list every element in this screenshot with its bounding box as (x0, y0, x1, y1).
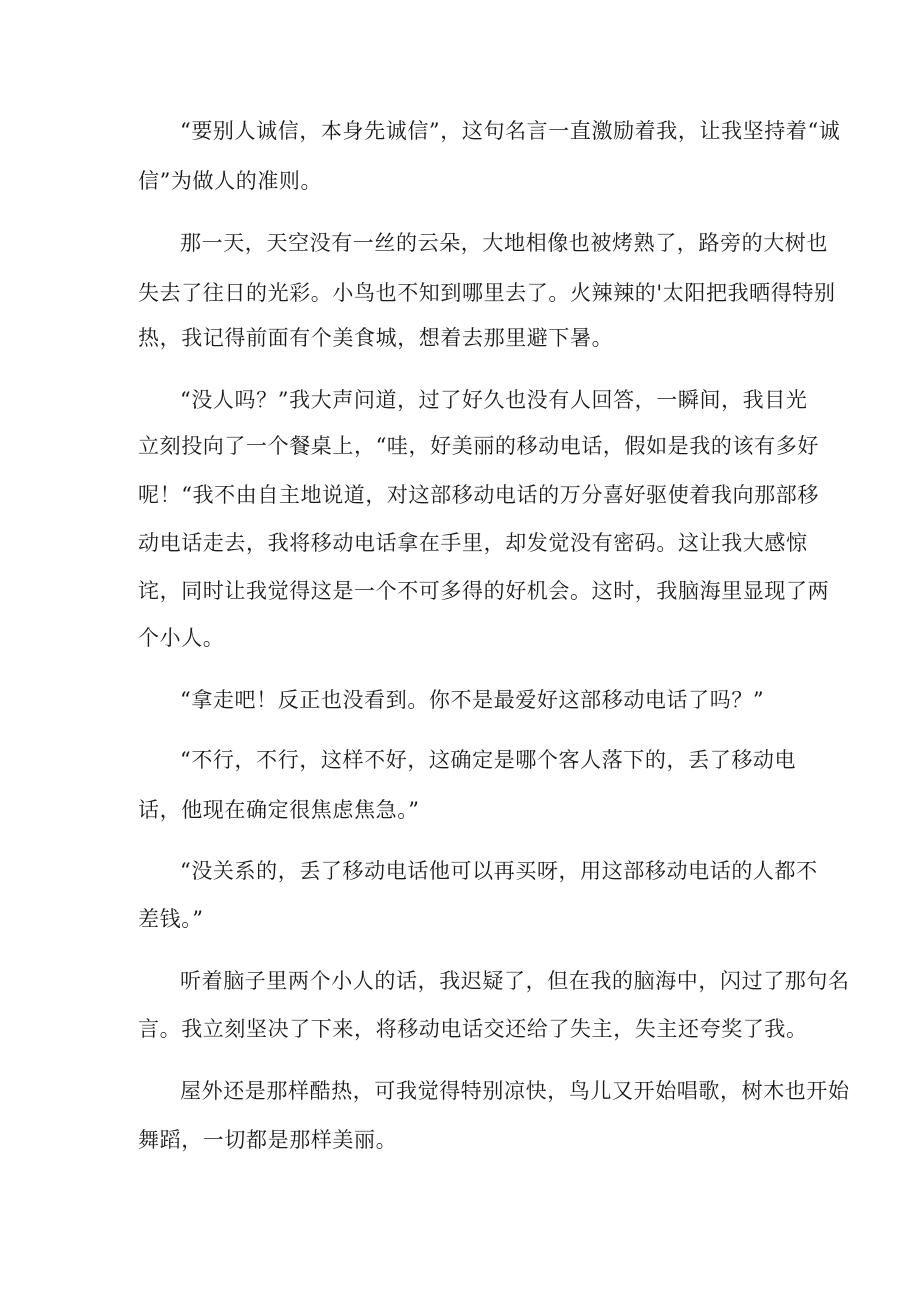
paragraph-1-line-2: 信”为做人的准则。 (138, 169, 323, 193)
paragraph-6-line-1: “没关系的，丢了移动电话他可以再买呀，用这部移动电话的人都不 (180, 859, 818, 883)
paragraph-3-line-6: 个小人。 (138, 626, 225, 650)
paragraph-7-line-2: 言。我立刻坚决了下来，将移动电话交还给了失主，失主还夸奖了我。 (138, 1017, 808, 1041)
paragraph-3-line-5: 诧，同时让我觉得这是一个不可多得的好机会。这时，我脑海里显现了两 (138, 579, 830, 603)
paragraph-3-line-4: 动电话走去，我将移动电话拿在手里，却发觉没有密码。这让我大感惊 (138, 531, 808, 555)
paragraph-2-line-1: 那一天，天空没有一丝的云朵，大地相像也被烤熟了，路旁的大树也 (180, 231, 828, 255)
paragraph-8-line-1: 屋外还是那样酷热，可我觉得特别凉快，鸟儿又开始唱歌，树木也开始 (180, 1079, 850, 1103)
paragraph-2-line-2: 失去了往日的光彩。小鸟也不知到哪里去了。火辣辣的'太阳把我晒得特别 (138, 281, 836, 305)
paragraph-6-line-2: 差钱。” (138, 907, 204, 931)
paragraph-2-line-3: 热，我记得前面有个美食城，想着去那里避下暑。 (138, 326, 614, 350)
paragraph-7-line-1: 听着脑子里两个小人的话，我迟疑了，但在我的脑海中，闪过了那句名 (180, 969, 850, 993)
paragraph-3-line-1: “没人吗？”我大声问道，过了好久也没有人回答，一瞬间，我目光 (180, 388, 808, 412)
paragraph-4-line-1: “拿走吧！反正也没看到。你不是最爱好这部移动电话了吗？” (180, 688, 765, 712)
paragraph-8-line-2: 舞蹈，一切都是那样美丽。 (138, 1128, 398, 1152)
paragraph-1-line-1: “要别人诚信，本身先诚信”，这句名言一直激励着我，让我坚持着“诚 (180, 119, 841, 143)
paragraph-5-line-2: 话，他现在确定很焦虑焦急。” (138, 798, 420, 822)
paragraph-5-line-1: “不行，不行，这样不好，这确定是哪个客人落下的，丢了移动电 (180, 748, 797, 772)
paragraph-3-line-3: 呢！“我不由自主地说道，对这部移动电话的万分喜好驱使着我向那部移 (138, 483, 819, 507)
paragraph-3-line-2: 立刻投向了一个餐桌上，“哇，好美丽的移动电话，假如是我的该有多好 (138, 434, 819, 458)
